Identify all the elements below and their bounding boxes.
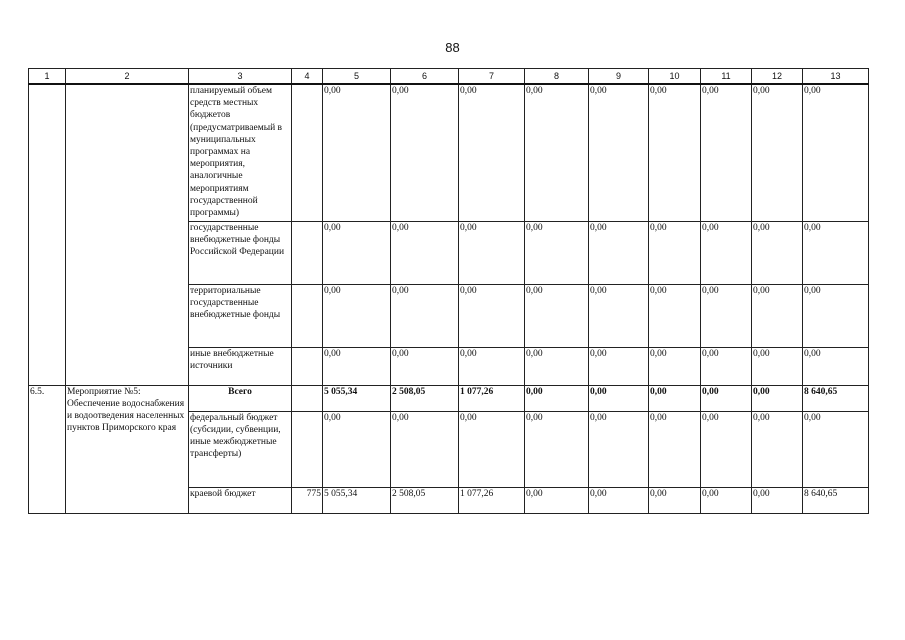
funding-source-cell: Всего [189, 385, 292, 411]
value-cell: 0,00 [525, 487, 589, 513]
budget-code-cell [292, 84, 323, 221]
value-cell: 1 077,26 [459, 385, 525, 411]
item-number-cell [29, 385, 66, 513]
page-number: 88 [445, 40, 460, 55]
value-cell: 0,00 [525, 221, 589, 284]
funding-source-cell: федеральный бюджет (субсидии, субвенции, иные межбюджетные трансферты) [189, 411, 292, 487]
budget-code-cell [292, 221, 323, 284]
value-cell: 2 508,05 [391, 385, 459, 411]
value-cell: 0,00 [589, 385, 649, 411]
column-number: 12 [752, 69, 803, 85]
value-cell: 0,00 [391, 84, 459, 221]
budget-code-cell [292, 411, 323, 487]
value-cell: 0,00 [752, 84, 803, 221]
value-cell: 0,00 [649, 411, 701, 487]
value-cell: 0,00 [649, 221, 701, 284]
column-number: 9 [589, 69, 649, 85]
item-name-cell [66, 84, 189, 385]
value-cell: 0,00 [323, 284, 391, 347]
value-cell: 0,00 [525, 284, 589, 347]
value-cell: 0,00 [803, 84, 869, 221]
budget-table [28, 68, 869, 514]
column-number: 6 [391, 69, 459, 85]
value-cell: 0,00 [649, 385, 701, 411]
value-cell: 5 055,34 [323, 487, 391, 513]
column-number: 5 [323, 69, 391, 85]
funding-source-cell: планируемый объем средств местных бюджетов (предусматриваемый в муниципальных программах на мероприятия, аналогичные мероприятиям государственной программы) [189, 84, 292, 221]
value-cell: 0,00 [589, 411, 649, 487]
value-cell: 0,00 [649, 347, 701, 385]
value-cell: 0,00 [701, 347, 752, 385]
item-name-cell [66, 385, 189, 513]
funding-source-cell: территориальные государственные внебюджетные фонды [189, 284, 292, 347]
item-number: 6.5. [30, 386, 45, 397]
column-number: 8 [525, 69, 589, 85]
value-cell: 0,00 [525, 385, 589, 411]
column-number: 11 [701, 69, 752, 85]
value-cell: 0,00 [391, 411, 459, 487]
value-cell: 0,00 [323, 347, 391, 385]
value-cell: 0,00 [589, 347, 649, 385]
item-number-cell [29, 84, 66, 385]
value-cell: 0,00 [803, 411, 869, 487]
value-cell: 0,00 [752, 284, 803, 347]
value-cell: 0,00 [525, 347, 589, 385]
value-cell: 0,00 [589, 487, 649, 513]
value-cell: 0,00 [803, 347, 869, 385]
column-number: 13 [803, 69, 869, 85]
value-cell: 0,00 [323, 84, 391, 221]
value-cell: 0,00 [701, 487, 752, 513]
value-cell: 0,00 [701, 411, 752, 487]
column-number: 1 [29, 69, 66, 85]
value-cell: 0,00 [391, 347, 459, 385]
column-number: 3 [189, 69, 292, 85]
column-number-row [29, 69, 869, 85]
value-cell: 0,00 [752, 487, 803, 513]
value-cell: 0,00 [803, 221, 869, 284]
value-cell: 0,00 [649, 487, 701, 513]
value-cell: 0,00 [649, 84, 701, 221]
value-cell: 0,00 [391, 221, 459, 284]
value-cell: 0,00 [459, 221, 525, 284]
budget-code-cell: 775 [292, 487, 323, 513]
value-cell: 0,00 [752, 347, 803, 385]
column-number: 2 [66, 69, 189, 85]
value-cell: 0,00 [459, 84, 525, 221]
value-cell: 0,00 [752, 411, 803, 487]
table-row-total [29, 385, 869, 411]
value-cell: 0,00 [701, 221, 752, 284]
value-cell: 2 508,05 [391, 487, 459, 513]
value-cell: 0,00 [701, 284, 752, 347]
funding-source-cell: государственные внебюджетные фонды Российской Федерации [189, 221, 292, 284]
value-cell: 0,00 [459, 411, 525, 487]
value-cell: 0,00 [752, 221, 803, 284]
budget-code-cell [292, 284, 323, 347]
budget-code-cell [292, 347, 323, 385]
column-number: 7 [459, 69, 525, 85]
funding-source-cell: краевой бюджет [189, 487, 292, 513]
item-name: Мероприятие №5: Обеспечение водоснабжения и водоотведения населенных пунктов Приморского края [67, 386, 185, 434]
value-cell: 0,00 [589, 221, 649, 284]
value-cell: 0,00 [323, 221, 391, 284]
value-cell: 0,00 [589, 284, 649, 347]
value-cell: 8 640,65 [803, 385, 869, 411]
value-cell: 0,00 [803, 284, 869, 347]
value-cell: 5 055,34 [323, 385, 391, 411]
table-row [29, 84, 869, 221]
value-cell: 0,00 [649, 284, 701, 347]
value-cell: 0,00 [323, 411, 391, 487]
value-cell: 1 077,26 [459, 487, 525, 513]
column-number: 10 [649, 69, 701, 85]
value-cell: 8 640,65 [803, 487, 869, 513]
value-cell: 0,00 [459, 347, 525, 385]
value-cell: 0,00 [459, 284, 525, 347]
value-cell: 0,00 [589, 84, 649, 221]
value-cell: 0,00 [701, 84, 752, 221]
value-cell: 0,00 [752, 385, 803, 411]
funding-source-cell: иные внебюджетные источники [189, 347, 292, 385]
value-cell: 0,00 [391, 284, 459, 347]
budget-code-cell [292, 385, 323, 411]
column-number: 4 [292, 69, 323, 85]
value-cell: 0,00 [525, 411, 589, 487]
value-cell: 0,00 [701, 385, 752, 411]
value-cell: 0,00 [525, 84, 589, 221]
